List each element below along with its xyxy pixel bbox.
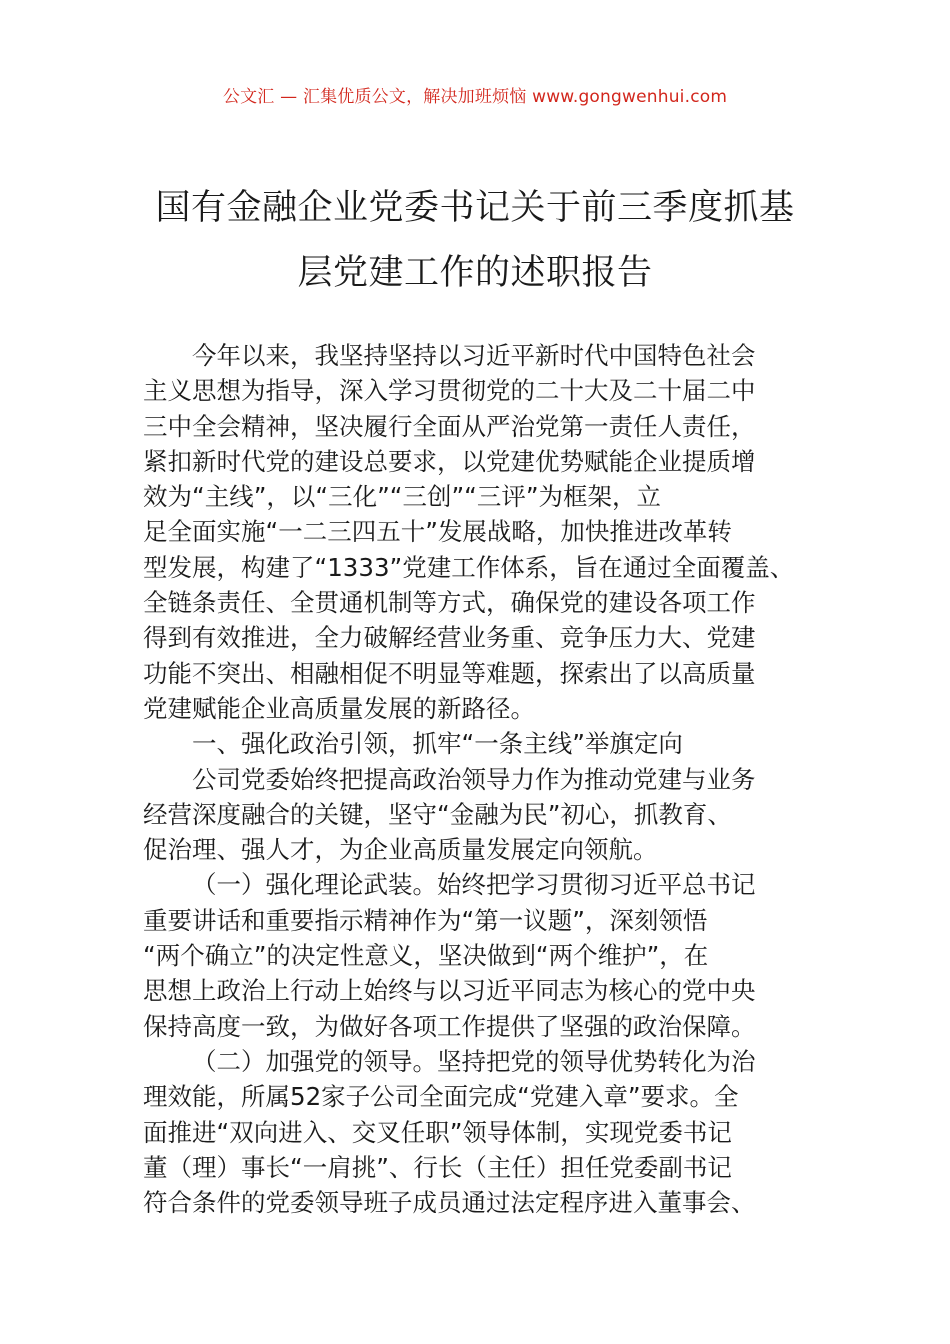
paragraph-line: 保持高度一致，为做好各项工作提供了坚强的政治保障。: [143, 1011, 756, 1041]
paragraph-line: 理效能，所属52家子公司全面完成“党建入章”要求。全: [143, 1082, 739, 1112]
paragraph-line: 紧扣新时代党的建设总要求，以党建优势赋能企业提质增: [143, 446, 756, 476]
paragraph-line: 面推进“双向进入、交叉任职”领导体制，实现党委书记: [143, 1117, 732, 1147]
title-line-1: 国有金融企业党委书记关于前三季度抓基: [155, 188, 795, 228]
paragraph-line: 党建赋能企业高质量发展的新路径。: [143, 693, 535, 723]
paragraph-line: 主义思想为指导，深入学习贯彻党的二十大及二十届二中: [143, 376, 756, 406]
section-heading: 一、强化政治引领，抓牢“一条主线”举旗定向: [192, 729, 683, 759]
paragraph-line: 得到有效推进，全力破解经营业务重、竞争压力大、党建: [143, 623, 756, 653]
title-line-2: 层党建工作的述职报告: [297, 253, 653, 293]
paragraph-line: 效为“主线”，以“三化”“三创”“三评”为框架，立: [143, 482, 662, 512]
paragraph-line: 董（理）事长“一肩挑”、行长（主任）担任党委副书记: [143, 1152, 732, 1182]
paragraph-line: （二）加强党的领导。坚持把党的领导优势转化为治: [192, 1046, 756, 1076]
paragraph-line: 足全面实施“一二三四五十”发展战略，加快推进改革转: [143, 517, 732, 547]
paragraph-line: 三中全会精神，坚决履行全面从严治党第一责任人责任，: [143, 411, 756, 441]
paragraph-line: 重要讲话和重要指示精神作为“第一议题”，深刻领悟: [143, 905, 708, 935]
paragraph-line: 符合条件的党委领导班子成员通过法定程序进入董事会、: [143, 1188, 756, 1218]
paragraph-line: “两个确立”的决定性意义，坚决做到“两个维护”，在: [143, 941, 709, 971]
paragraph-line: 公司党委始终把提高政治领导力作为推动党建与业务: [192, 764, 756, 794]
watermark-header: 公文汇 — 汇集优质公文，解决加班烦恼 www.gongwenhui.com: [222, 87, 728, 107]
paragraph-line: 功能不突出、相融相促不明显等难题，探索出了以高质量: [143, 658, 756, 688]
paragraph-line: 今年以来，我坚持坚持以习近平新时代中国特色社会: [192, 341, 756, 370]
paragraph-line: 全链条责任、全贯通机制等方式，确保党的建设各项工作: [143, 588, 756, 618]
document-title: [140, 176, 810, 306]
paragraph-line: 型发展，构建了“1333”党建工作体系，旨在通过全面覆盖、: [143, 552, 795, 582]
paragraph-line: （一）强化理论武装。始终把学习贯彻习近平总书记: [192, 870, 756, 900]
paragraph-line: 思想上政治上行动上始终与以习近平同志为核心的党中央: [143, 976, 756, 1006]
paragraph-line: 促治理、强人才，为企业高质量发展定向领航。: [143, 835, 658, 865]
document-body: [143, 338, 813, 1220]
paragraph-line: 经营深度融合的关键，坚守“金融为民”初心，抓教育、: [143, 799, 732, 829]
